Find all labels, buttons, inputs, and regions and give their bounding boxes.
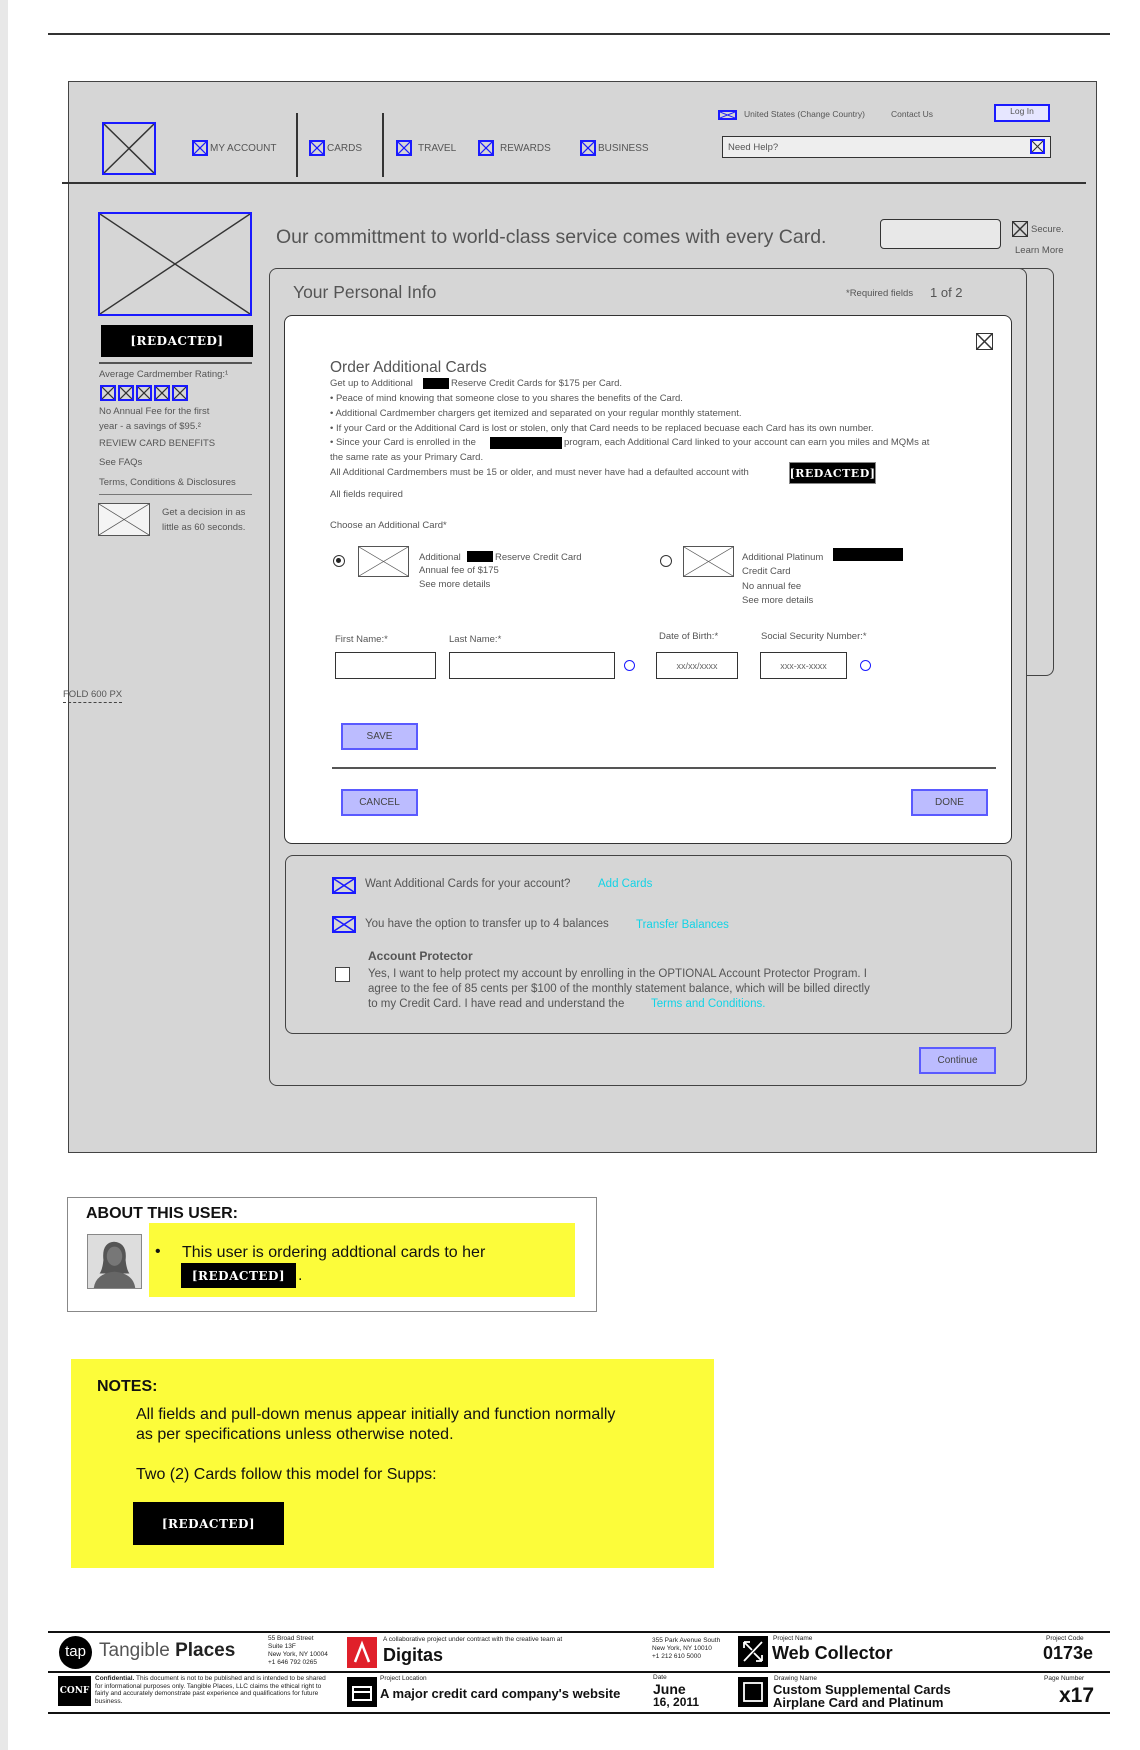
modal-divider [332,767,996,769]
top-rule [48,33,1110,35]
star-icon [100,385,116,401]
envelope-icon [580,140,596,156]
card-option-2-radio[interactable] [660,555,672,567]
drawing-name-1: Custom Supplemental Cards [773,1682,951,1697]
nav-business-label: BUSINESS [598,142,649,154]
avatar [87,1234,142,1289]
drawing-icon [738,1677,768,1707]
briefcase-icon [347,1677,377,1707]
protector-text-3: to my Credit Card. I have read and understand the [368,998,625,1010]
change-country-link[interactable]: United States (Change Country) [744,109,865,119]
confidential-badge-text: CONF [59,1686,90,1696]
confidential-badge [58,1676,91,1706]
project-name: Web Collector [772,1643,893,1663]
nav-cards[interactable] [309,140,362,156]
help-circle-icon[interactable] [624,660,635,671]
card-1-fee: Annual fee of $175 [419,565,499,576]
envelope-icon [332,877,356,894]
project-name-label: Project Name [773,1635,813,1642]
envelope-icon [478,140,494,156]
envelope-icon [309,140,325,156]
cancel-label: CANCEL [359,797,400,808]
modal-bullet-4a: • Since your Card is enrolled in the [330,437,476,448]
modal-bullet-3: • If your Card or the Additional Card is lost or stolen, only that Card needs to be replaced becuase each Card has its own number. [330,423,874,434]
about-period: . [298,1267,303,1284]
sidebar-rule [99,494,252,495]
done-button[interactable] [911,789,988,816]
review-benefits-link[interactable]: REVIEW CARD BENEFITS [99,438,216,449]
choose-card-label: Choose an Additional Card* [330,520,447,531]
notes-p2: Two (2) Cards follow this model for Supps: [136,1466,437,1483]
search-input[interactable] [722,136,1051,158]
header-rule [62,182,1086,184]
redaction-bar [423,378,449,389]
card-option-1-radio[interactable] [333,555,345,567]
page-left-strip [0,0,8,1750]
tp-address-2: Suite 13F [268,1643,296,1650]
confidential-text [95,1675,335,1705]
footer-rule-top [48,1631,1110,1633]
card-2-details-link[interactable]: See more details [742,595,814,606]
step-indicator: 1 of 2 [930,285,963,300]
decision-text-2: little as 60 seconds. [162,522,246,533]
continue-label: Continue [937,1055,978,1066]
tp-address-4: +1 646 792 0265 [268,1659,317,1666]
nav-travel[interactable] [396,140,456,156]
card-1-image [358,546,409,577]
modal-line-1b: Reserve Credit Cards for $175 per Card. [451,378,623,389]
required-note: *Required fields [846,288,914,299]
protector-text-2: agree to the fee of 85 cents per $100 of the monthly statement balance, which will be billed directly [368,983,870,995]
hero-headline: Our committment to world-class service comes with every Card. [276,226,827,248]
fee-text-1: No Annual Fee for the first [99,406,210,417]
protector-title: Account Protector [368,949,473,963]
date-2: 16, 2011 [653,1695,700,1709]
footer-rule-bottom [48,1712,1110,1714]
brand-light: Tangible [99,1640,176,1661]
dob-placeholder: xx/xx/xxxx [676,660,718,671]
modal-bullet-1: • Peace of mind knowing that someone close to you shares the benefits of the Card. [330,393,683,404]
card-1-name-a: Additional [419,552,461,563]
hero-input[interactable] [880,219,1001,249]
notes-p1a: All fields and pull-down menus appear initially and function normally [136,1406,616,1423]
see-faqs-link[interactable]: See FAQs [99,457,143,468]
redaction-bar [833,548,903,561]
hero-image-placeholder [98,212,252,316]
terms-link[interactable]: Terms, Conditions & Disclosures [99,477,236,488]
brand-name [99,1640,235,1662]
logo-placeholder[interactable] [102,122,156,175]
brand-bold: Places [175,1640,236,1661]
add-cards-link[interactable]: Add Cards [598,878,653,890]
close-icon[interactable] [976,333,993,350]
continue-button[interactable] [919,1047,996,1074]
nav-my-account-label: MY ACCOUNT [210,142,277,154]
card-2-image [683,546,734,577]
nav-rewards-label: REWARDS [500,142,551,154]
nav-divider [382,113,384,177]
notes-redacted: [REDACTED] [133,1502,284,1545]
contact-us-link[interactable]: Contact Us [891,109,934,119]
tp-address [268,1635,328,1667]
digitas-logo-icon [347,1637,377,1668]
ssn-label: Social Security Number:* [761,631,867,642]
login-label: Log In [1010,106,1034,116]
nav-cards-label: CARDS [327,142,363,154]
star-icon [154,385,170,401]
arrows-icon [738,1636,768,1667]
notes-title: NOTES: [97,1378,158,1395]
about-bullet: • [155,1243,161,1260]
project-code-label: Project Code [1046,1635,1084,1642]
tp-address-3: New York, NY 10004 [268,1651,328,1658]
sidebar-redacted: [REDACTED] [101,325,253,357]
star-icon [118,385,134,401]
done-label: DONE [935,797,964,808]
want-cards-text: Want Additional Cards for your account? [365,878,571,890]
flag-icon [718,110,737,120]
ssn-placeholder: xxx-xx-xxxx [780,660,827,671]
confidential-bold: Confidential. [95,1675,135,1682]
search-placeholder: Need Help? [728,142,779,153]
fee-text-2: year - a savings of $95.² [99,421,201,432]
tap-logo-icon [59,1636,92,1669]
nav-rewards[interactable] [478,140,551,156]
secure-icon [1012,221,1028,237]
transfer-balances-link[interactable]: Transfer Balances [636,919,729,931]
location: A major credit card company's website [380,1686,621,1701]
modal-bullet-4c: the same rate as your Primary Card. [330,452,484,463]
nav-my-account[interactable] [192,140,277,156]
secure-label: Secure. [1031,224,1064,235]
modal-line-1a: Get up to Additional [330,378,413,389]
help-circle-icon[interactable] [860,660,871,671]
decision-text-1: Get a decision in as [162,507,246,518]
about-user-title: ABOUT THIS USER: [86,1205,238,1222]
project-code: 0173e [1043,1643,1094,1663]
redaction-bar [490,437,562,449]
digitas-address-1: 355 Park Avenue South [652,1637,721,1644]
first-name-label: First Name:* [335,634,388,645]
panel-title: Your Personal Info [293,282,437,302]
card-2-name-a: Additional Platinum [742,552,824,563]
envelope-icon [192,140,208,156]
modal-redacted: [REDACTED] [789,462,876,484]
radio-selected-dot [336,558,341,563]
drawing-name-2: Airplane Card and Platinum [773,1695,944,1710]
last-name-label: Last Name:* [449,634,502,645]
footer-rule-mid [48,1671,1110,1673]
modal-bullet-2: • Additional Cardmember chargers get itemized and separated on your regular monthly statement. [330,408,742,419]
cancel-button[interactable] [341,789,418,816]
envelope-icon [396,140,412,156]
digitas-address [652,1637,720,1661]
page-label: Page Number [1044,1675,1085,1682]
digitas-address-2: New York, NY 10010 [652,1645,712,1652]
fold-marker: FOLD 600 PX [63,689,122,703]
card-2-name-b: Credit Card [742,566,791,577]
drawing-label: Drawing Name [774,1675,817,1682]
learn-more-link[interactable]: Learn More [1015,245,1064,256]
card-1-details-link[interactable]: See more details [419,579,491,590]
confidential-body: This document is not to be published and is intended to be shared for informational purposes only. Tangible Places, LLC claims the ethical right to fairly and accurately demonstrate past experience and qualifications for future business. [95,1675,326,1705]
star-icon [172,385,188,401]
page-number: x17 [1059,1684,1095,1707]
search-icon[interactable] [1030,139,1045,154]
all-required-note: All fields required [330,489,403,500]
dob-field[interactable] [656,652,738,679]
rating-label: Average Cardmember Rating:¹ [99,369,229,380]
modal-title: Order Additional Cards [330,359,487,376]
about-text: This user is ordering addtional cards to her [182,1244,486,1261]
login-button[interactable] [994,104,1050,122]
redaction-bar [467,551,493,562]
dob-label: Date of Birth:* [659,631,719,642]
location-label: Project Location [380,1675,427,1682]
card-2-fee: No annual fee [742,581,802,592]
ssn-field[interactable] [760,652,847,679]
digitas-address-3: +1 212 610 5000 [652,1653,701,1660]
sidebar-rule [99,362,252,364]
envelope-icon [332,916,356,933]
star-rating [100,385,188,401]
date-1: June [653,1681,686,1697]
date-label: Date [653,1674,667,1681]
notes-p1b: as per specifications unless otherwise noted. [136,1426,454,1443]
card-1-name-b: Reserve Credit Card [495,552,582,563]
nav-divider [296,113,298,177]
star-icon [136,385,152,401]
tap-logo-text: tap [65,1643,86,1660]
about-redacted: [REDACTED] [181,1263,296,1288]
terms-conditions-link[interactable]: Terms and Conditions. [651,998,766,1010]
save-button[interactable] [341,723,418,750]
modal-age-line: All Additional Cardmembers must be 15 or older, and must never have had a defaulted account with [330,467,749,478]
last-name-field[interactable] [449,652,615,679]
digitas-name: Digitas [383,1645,444,1665]
decision-image [98,503,150,536]
modal-bullet-4b: program, each Additional Card linked to your account can earn you miles and MQMs at [564,437,930,448]
protector-checkbox[interactable] [335,967,350,982]
nav-travel-label: TRAVEL [418,142,457,154]
protector-text-1: Yes, I want to help protect my account by enrolling in the OPTIONAL Account Protector Program. I [368,968,868,980]
first-name-field[interactable] [335,652,436,679]
nav-business[interactable] [580,140,649,156]
save-label: SAVE [366,731,393,742]
transfer-text: You have the option to transfer up to 4 balances [365,918,609,930]
collab-text: A collaborative project under contract with the creative team at [383,1636,563,1643]
tp-address-1: 55 Broad Street [268,1635,314,1642]
